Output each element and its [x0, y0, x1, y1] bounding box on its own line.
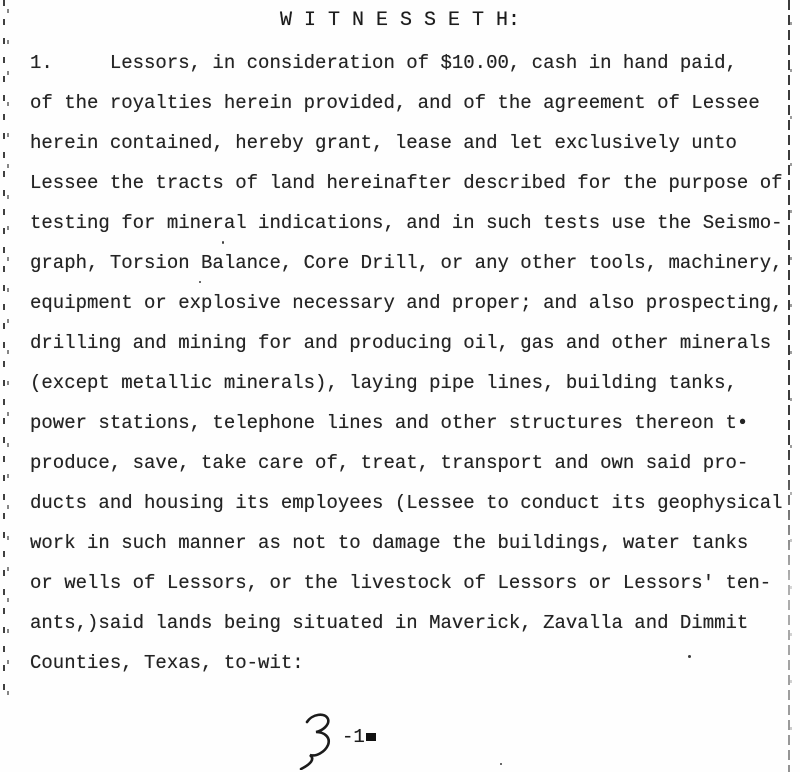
- page-number-label: -1: [342, 726, 365, 748]
- text-line: (except metallic minerals), laying pipe lines, building tanks,: [30, 372, 737, 394]
- text-line: testing for mineral indications, and in such tests use the Seismo-: [30, 212, 783, 234]
- text-line: or wells of Lessors, or the livestock of Lessors or Lessors' ten-: [30, 572, 772, 594]
- text-line: 1. Lessors, in consideration of $10.00, cash in hand paid,: [30, 52, 737, 74]
- text-line: Counties, Texas, to-wit:: [30, 652, 304, 674]
- scan-speck: [500, 763, 502, 765]
- text-line: ducts and housing its employees (Lessee to conduct its geophysical: [30, 492, 783, 514]
- text-line: equipment or explosive necessary and proper; and also prospecting,: [30, 292, 783, 314]
- text-line: work in such manner as not to damage the buildings, water tanks: [30, 532, 749, 554]
- scan-speck: [222, 241, 224, 244]
- scan-artifact-left-edge: [3, 0, 9, 695]
- document-heading: W I T N E S S E T H:: [279, 9, 521, 32]
- text-line: power stations, telephone lines and other structures thereon t•: [30, 412, 749, 434]
- handwritten-page-number: [298, 712, 338, 770]
- text-line: graph, Torsion Balance, Core Drill, or any other tools, machinery,: [30, 252, 783, 274]
- text-line: produce, save, take care of, treat, transport and own said pro-: [30, 452, 749, 474]
- text-line: Lessee the tracts of land hereinafter described for the purpose of: [30, 172, 783, 194]
- scan-speck: [688, 655, 691, 658]
- text-line: ants,)said lands being situated in Maverick, Zavalla and Dimmit: [30, 612, 749, 634]
- text-line: drilling and mining for and producing oil, gas and other minerals: [30, 332, 772, 354]
- text-line: herein contained, hereby grant, lease and let exclusively unto: [30, 132, 737, 154]
- ink-blob-icon: [366, 733, 376, 741]
- text-line: of the royalties herein provided, and of the agreement of Lessee: [30, 92, 760, 114]
- scan-speck: [199, 281, 201, 283]
- document-body: [30, 43, 800, 683]
- page-number-typed: [342, 726, 376, 748]
